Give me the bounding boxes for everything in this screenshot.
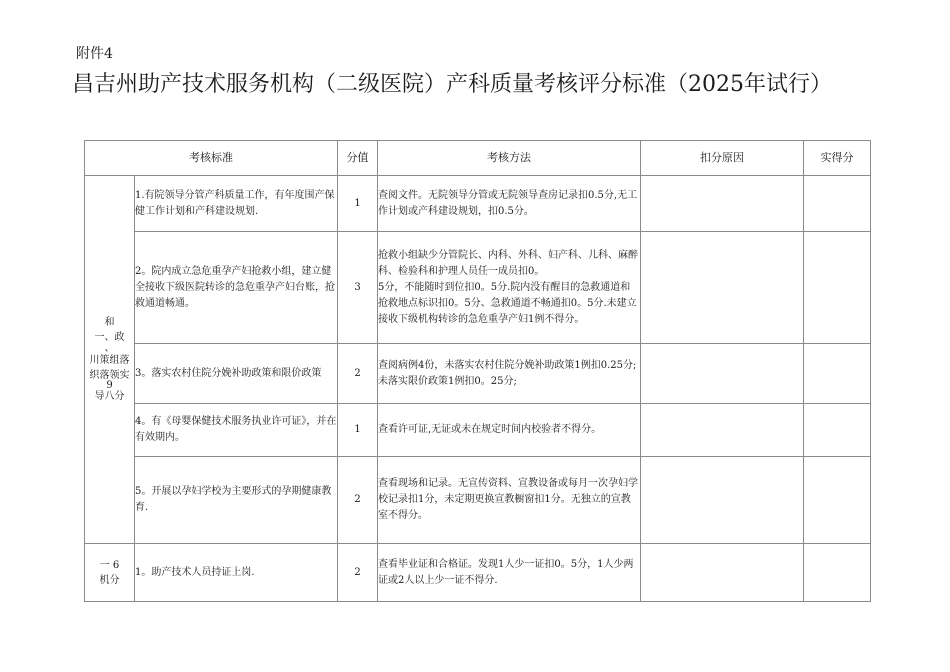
header-score: 分值	[338, 141, 378, 176]
score-cell: 3	[338, 232, 378, 344]
method-text: 查阅病例4份，未落实农村住院分娩补助政策1例扣0.25分;未落实限价政策1例扣0。25分;	[378, 359, 637, 387]
section-label-line: 、	[104, 343, 115, 354]
method-cell	[378, 404, 641, 457]
document-title: 昌吉州助产技术服务机构（二级医院）产科质量考核评分标准（2025年试行）	[72, 72, 832, 97]
actual-score-cell[interactable]	[804, 544, 871, 602]
method-text: 查看现场和记录。无宣传资料、宣教设备或每月一次孕妇学校记录扣1分，未定期更换宣教橱窗扣1分。无独立的宣教室不得分。	[378, 478, 638, 521]
section-label-line: 导八分	[94, 391, 125, 402]
section-label-line: 9	[106, 380, 113, 391]
score-cell: 1	[338, 176, 378, 232]
table-row	[85, 232, 871, 344]
standard-cell: 3。落实农村住院分娩补助政策和限价政策	[135, 344, 338, 404]
deduction-reason-cell[interactable]	[641, 344, 804, 404]
actual-score-cell[interactable]	[804, 232, 871, 344]
standard-cell: 2。院内成立急危重孕产妇抢救小组，建立健全接收下级医院转诊的急危重孕产妇台账，抢救通道畅通。	[135, 232, 338, 344]
method-text: 查看毕业证和合格证。发现1人少一证扣0。5分，1人少两证或2人以上少一证不得分.	[378, 558, 634, 586]
section-label-line: 织落领实	[89, 370, 130, 381]
deduction-reason-cell[interactable]	[641, 544, 804, 602]
attachment-label: 附件4	[76, 46, 113, 62]
method-cell	[378, 457, 641, 544]
actual-score-cell[interactable]	[804, 404, 871, 457]
score-cell: 1	[338, 404, 378, 457]
section-label-2	[85, 544, 135, 602]
deduction-reason-cell[interactable]	[641, 176, 804, 232]
table-row	[85, 176, 871, 232]
method-text: 抢救小组缺少分管院长、内科、外科、妇产科、儿科、麻醉科、检验科和护理人员任一成员扣0。	[378, 249, 638, 277]
table-row	[85, 544, 871, 602]
header-actual: 实得分	[804, 141, 871, 176]
standard-cell: 1。助产技术人员持证上岗.	[135, 544, 338, 602]
method-text: 查看许可证,无证或未在规定时间内校验者不得分。	[378, 424, 602, 435]
scoring-table	[84, 140, 871, 602]
method-cell	[378, 344, 641, 404]
header-method: 考核方法	[378, 141, 641, 176]
table-row	[85, 404, 871, 457]
table-row	[85, 344, 871, 404]
score-cell: 2	[338, 344, 378, 404]
method-cell	[378, 176, 641, 232]
score-cell: 2	[338, 544, 378, 602]
section-label-line: 一、政	[94, 332, 125, 343]
method-text: 查阅文件。无院领导分管或无院领导查房记录扣0.5分,无工作计划或产科建设规划，扣0.5分。	[378, 189, 638, 217]
standard-cell: 1.有院领导分管产科质量工作，有年度围产保健工作计划和产科建设规划.	[135, 176, 338, 232]
header-deduction: 扣分原因	[641, 141, 804, 176]
actual-score-cell[interactable]	[804, 457, 871, 544]
section-label-line: 川策组落	[89, 355, 130, 366]
deduction-reason-cell[interactable]	[641, 232, 804, 344]
section-label-1	[85, 176, 135, 544]
deduction-reason-cell[interactable]	[641, 457, 804, 544]
method-text: 5分，不能随时到位扣0。5分.院内没有醒目的急救通道和抢救地点标识扣0。5分、急救通道不畅通扣0。5分.未建立接收下级机构转诊的急危重孕产妇1例不得分。	[378, 281, 637, 325]
actual-score-cell[interactable]	[804, 344, 871, 404]
section-label-line: 机分	[99, 574, 120, 586]
score-cell: 2	[338, 457, 378, 544]
actual-score-cell[interactable]	[804, 176, 871, 232]
table-header-row	[85, 141, 871, 176]
standard-cell: 4。有《母婴保健技术服务执业许可证》，并在有效期内。	[135, 404, 338, 457]
standard-cell: 5。开展以孕妇学校为主要形式的孕期健康教育.	[135, 457, 338, 544]
header-standard: 考核标准	[85, 141, 338, 176]
method-cell	[378, 544, 641, 602]
table-row	[85, 457, 871, 544]
deduction-reason-cell[interactable]	[641, 404, 804, 457]
method-cell	[378, 232, 641, 344]
section-label-line: 和	[104, 317, 115, 328]
section-label-line: 一 6	[99, 559, 120, 571]
